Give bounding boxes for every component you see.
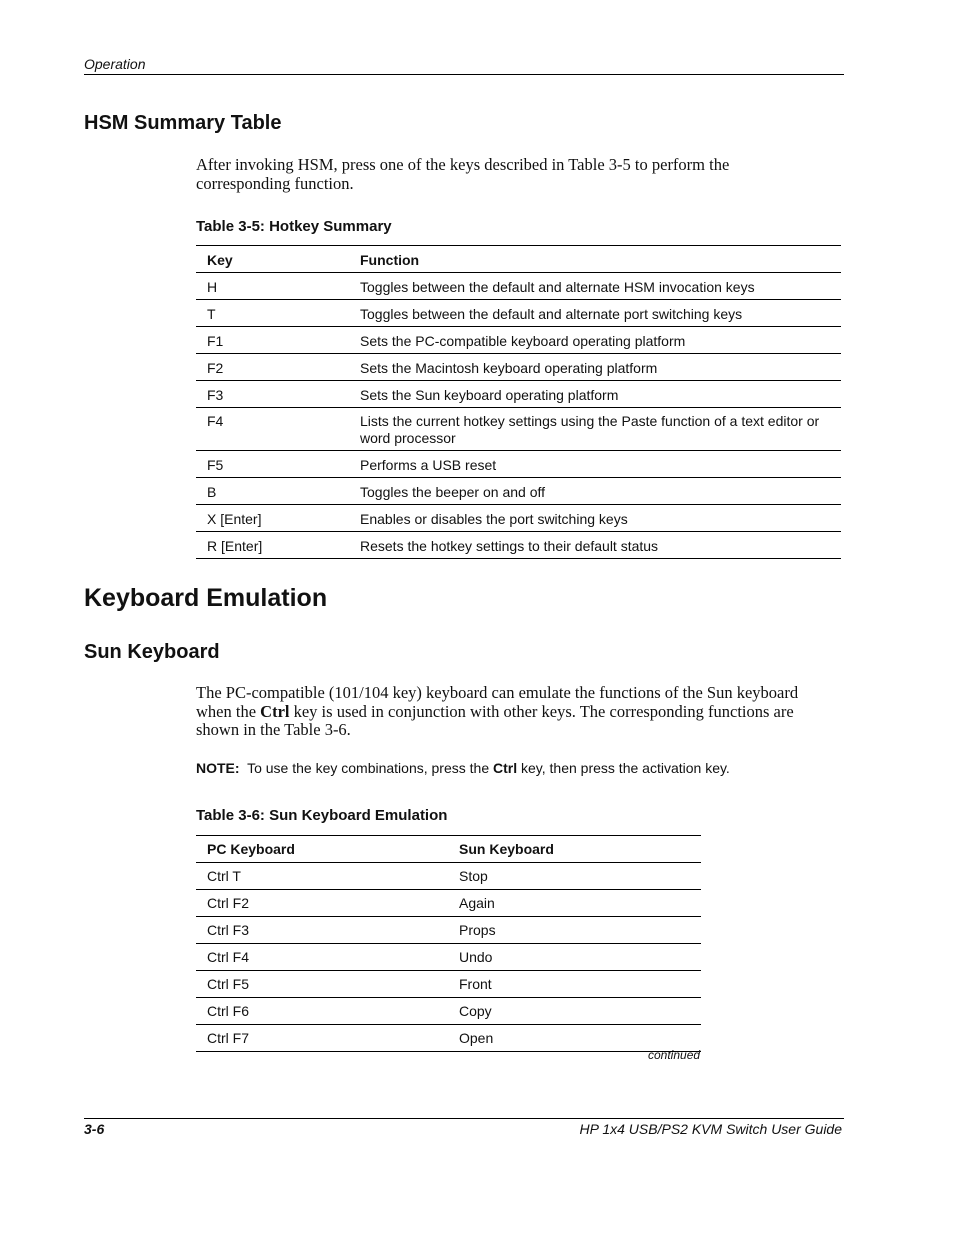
function-cell: Sets the PC-compatible keyboard operating platform <box>349 327 841 354</box>
table-row <box>196 354 841 381</box>
function-cell <box>349 408 841 451</box>
key-cell: F5 <box>196 451 349 478</box>
hotkey-summary-table <box>196 245 841 559</box>
table-row <box>196 300 841 327</box>
pc-key-cell: Ctrl F3 <box>196 917 448 944</box>
key-cell: T <box>196 300 349 327</box>
table-row <box>196 451 841 478</box>
key-cell: F3 <box>196 381 349 408</box>
sun-key-cell: Again <box>448 890 701 917</box>
hsm-intro-paragraph <box>196 156 836 193</box>
sun-keyboard-emulation-table <box>196 835 701 1052</box>
function-cell: Toggles between the default and alternate HSM invocation keys <box>349 273 841 300</box>
hsm-intro-line-1: After invoking HSM, press one of the keys described in Table 3-5 to perform the <box>196 155 730 174</box>
table-row <box>196 917 701 944</box>
table-row <box>196 408 841 451</box>
column-header-key: Key <box>196 246 349 273</box>
header-rule <box>84 74 844 75</box>
column-header-function: Function <box>349 246 841 273</box>
footer-document-title: HP 1x4 USB/PS2 KVM Switch User Guide <box>579 1121 842 1137</box>
column-header-pc-keyboard: PC Keyboard <box>196 836 448 863</box>
footer-rule <box>84 1118 844 1119</box>
sun-para-line-2-end: key is used in conjunction with other keys. The corresponding functions are <box>289 701 794 721</box>
column-header-sun-keyboard: Sun Keyboard <box>448 836 701 863</box>
sun-para-line-2-start: when the <box>196 701 261 721</box>
sun-keyboard-heading: Sun Keyboard <box>84 641 220 663</box>
pc-key-cell: Ctrl F7 <box>196 1025 448 1052</box>
hsm-summary-heading: HSM Summary Table <box>84 112 282 134</box>
page-number: 3-6 <box>84 1121 105 1137</box>
keyboard-emulation-heading: Keyboard Emulation <box>84 584 328 612</box>
function-cell: Enables or disables the port switching keys <box>349 505 841 532</box>
sun-key-cell: Copy <box>448 998 701 1025</box>
table-row <box>196 998 701 1025</box>
table-row <box>196 890 701 917</box>
note-ctrl-bold: Ctrl <box>493 760 518 776</box>
key-cell: F1 <box>196 327 349 354</box>
table-row <box>196 381 841 408</box>
table-header-row <box>196 836 701 863</box>
note-text-end: key, then press the activation key. <box>517 760 730 776</box>
key-cell: R [Enter] <box>196 532 349 559</box>
key-cell: X [Enter] <box>196 505 349 532</box>
function-cell: Toggles the beeper on and off <box>349 478 841 505</box>
table-row <box>196 1025 701 1052</box>
function-cell: Sets the Sun keyboard operating platform <box>349 381 841 408</box>
function-cell: Toggles between the default and alternate port switching keys <box>349 300 841 327</box>
hotkey-table-caption: Table 3-5: Hotkey Summary <box>196 218 392 235</box>
ctrl-key-bold: Ctrl <box>260 701 290 721</box>
pc-key-cell: Ctrl T <box>196 863 448 890</box>
table-row <box>196 273 841 300</box>
function-line-2: word processor <box>360 430 456 446</box>
sun-key-cell: Stop <box>448 863 701 890</box>
running-head: Operation <box>84 56 146 72</box>
table-row <box>196 863 701 890</box>
table-header-row <box>196 246 841 273</box>
table-row <box>196 478 841 505</box>
note <box>196 760 730 776</box>
table-row <box>196 505 841 532</box>
key-cell: H <box>196 273 349 300</box>
key-cell: F2 <box>196 354 349 381</box>
sun-table-caption: Table 3-6: Sun Keyboard Emulation <box>196 807 448 824</box>
table-row <box>196 327 841 354</box>
hsm-intro-line-2: corresponding function. <box>196 173 354 193</box>
sun-key-cell: Front <box>448 971 701 998</box>
function-line-1: Lists the current hotkey settings using the Paste function of a text editor or <box>360 413 820 429</box>
pc-key-cell: Ctrl F5 <box>196 971 448 998</box>
sun-keyboard-paragraph <box>196 684 836 740</box>
function-cell: Sets the Macintosh keyboard operating platform <box>349 354 841 381</box>
pc-key-cell: Ctrl F6 <box>196 998 448 1025</box>
table-row <box>196 971 701 998</box>
pc-key-cell: Ctrl F2 <box>196 890 448 917</box>
sun-key-cell: Open <box>448 1025 701 1052</box>
sun-para-line-3: shown in the Table 3-6. <box>196 720 351 739</box>
key-cell: F4 <box>196 408 349 451</box>
continued-label: continued <box>648 1048 701 1062</box>
function-cell: Resets the hotkey settings to their default status <box>349 532 841 559</box>
table-row <box>196 944 701 971</box>
function-cell: Performs a USB reset <box>349 451 841 478</box>
note-text-start: To use the key combinations, press the <box>239 760 493 776</box>
sun-key-cell: Undo <box>448 944 701 971</box>
sun-para-line-1: The PC-compatible (101/104 key) keyboard can emulate the functions of the Sun keyboard <box>196 683 799 702</box>
pc-key-cell: Ctrl F4 <box>196 944 448 971</box>
sun-key-cell: Props <box>448 917 701 944</box>
key-cell: B <box>196 478 349 505</box>
table-row <box>196 532 841 559</box>
note-label: NOTE: <box>196 760 240 776</box>
